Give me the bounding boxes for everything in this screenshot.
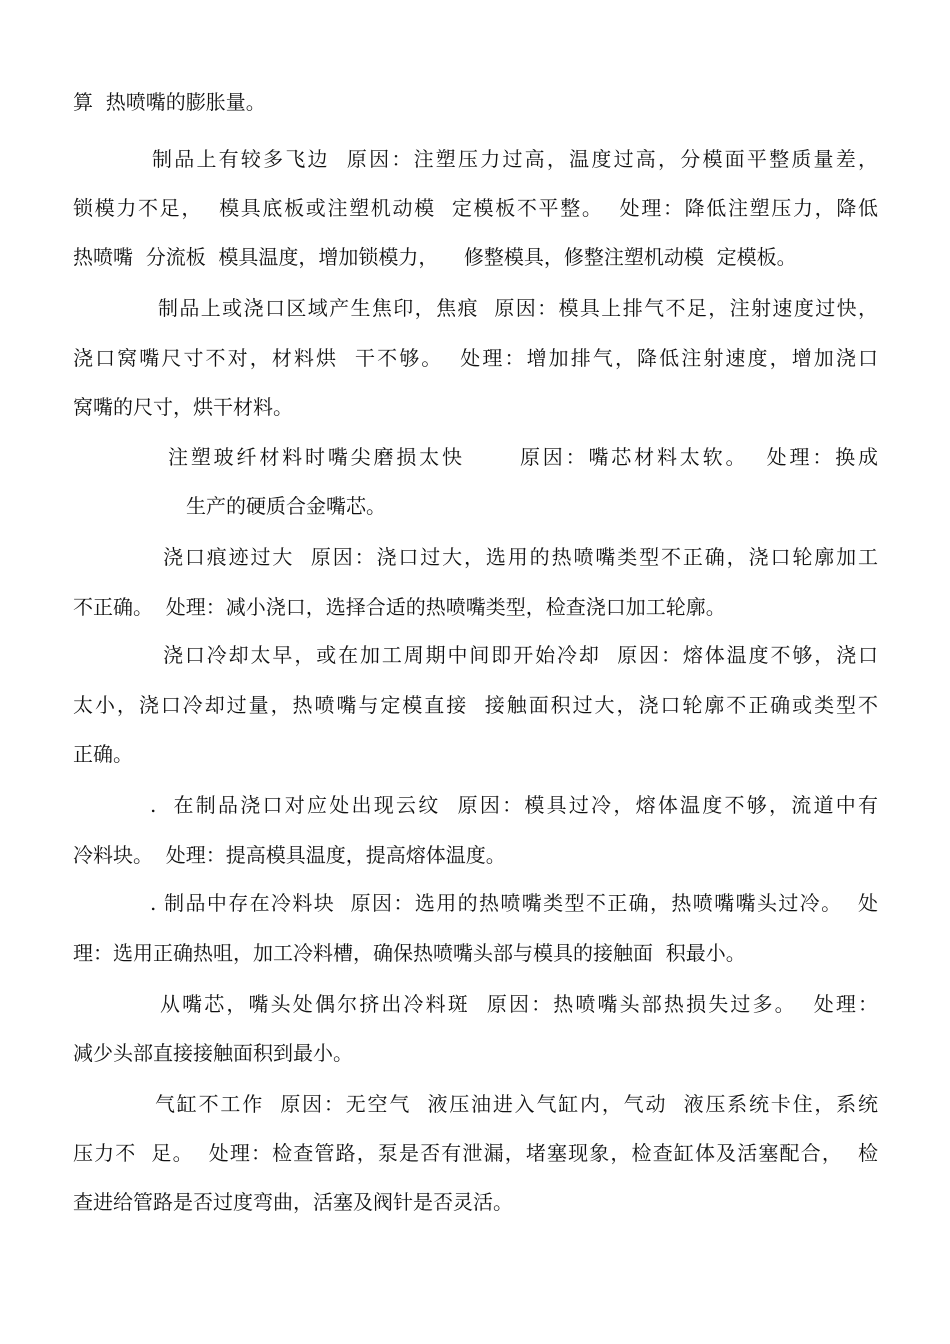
text-line: 压力不 足。 处理：检查管路，泵是否有泄漏，堵塞现象，检查缸体及活塞配合， 检 [73, 1141, 878, 1165]
text-line: . 在制品浇口对应处出现云纹 原因：模具过冷，熔体温度不够，流道中有 [150, 793, 878, 817]
text-line: 锁模力不足， 模具底板或注塑机动模 定模板不平整。 处理：降低注塑压力，降低 [73, 196, 878, 220]
text-line: 生产的硬质合金嘴芯。 [186, 494, 386, 518]
text-line: 气缸不工作 原因：无空气 液压油进入气缸内，气动 液压系统卡住，系统 [155, 1092, 878, 1116]
text-line: 冷料块。 处理：提高模具温度，提高熔体温度。 [73, 843, 506, 867]
text-line: 制品上或浇口区域产生焦印，焦痕 原因：模具上排气不足，注射速度过快， [158, 296, 878, 320]
text-line: . 制品中存在冷料块 原因：选用的热喷嘴类型不正确，热喷嘴嘴头过冷。 处 [150, 891, 878, 915]
text-line: 从嘴芯，嘴头处偶尔挤出冷料斑 原因：热喷嘴头部热损失过多。 处理： [160, 992, 878, 1016]
text-line: 算 热喷嘴的膨胀量。 [73, 90, 266, 114]
text-line: 不正确。 处理：减小浇口，选择合适的热喷嘴类型，检查浇口加工轮廓。 [73, 595, 726, 619]
text-line: 窝嘴的尺寸，烘干材料。 [73, 395, 293, 419]
text-line: 理：选用正确热咀，加工冷料槽，确保热喷嘴头部与模具的接触面 积最小。 [73, 941, 746, 965]
text-line: 查进给管路是否过度弯曲，活塞及阀针是否灵活。 [73, 1190, 513, 1214]
text-line: 浇口冷却太早，或在加工周期中间即开始冷却 原因：熔体温度不够，浇口 [163, 643, 878, 667]
text-line: 减少头部直接接触面积到最小。 [73, 1041, 353, 1065]
text-line: 正确。 [73, 742, 133, 766]
text-line: 浇口窝嘴尺寸不对，材料烘 干不够。 处理：增加排气，降低注射速度，增加浇口 [73, 346, 878, 370]
text-line: 浇口痕迹过大 原因：浇口过大，选用的热喷嘴类型不正确，浇口轮廓加工 [163, 545, 878, 569]
text-line: 热喷嘴 分流板 模具温度，增加锁模力， 修整模具，修整注塑机动模 定模板。 [73, 245, 797, 269]
text-line: 注塑玻纤材料时嘴尖磨损太快 原因：嘴芯材料太软。 处理：换成 [168, 445, 878, 469]
text-line: 制品上有较多飞边 原因：注塑压力过高，温度过高，分模面平整质量差， [152, 147, 878, 171]
text-line: 太小，浇口冷却过量，热喷嘴与定模直接 接触面积过大，浇口轮廓不正确或类型不 [73, 693, 878, 717]
